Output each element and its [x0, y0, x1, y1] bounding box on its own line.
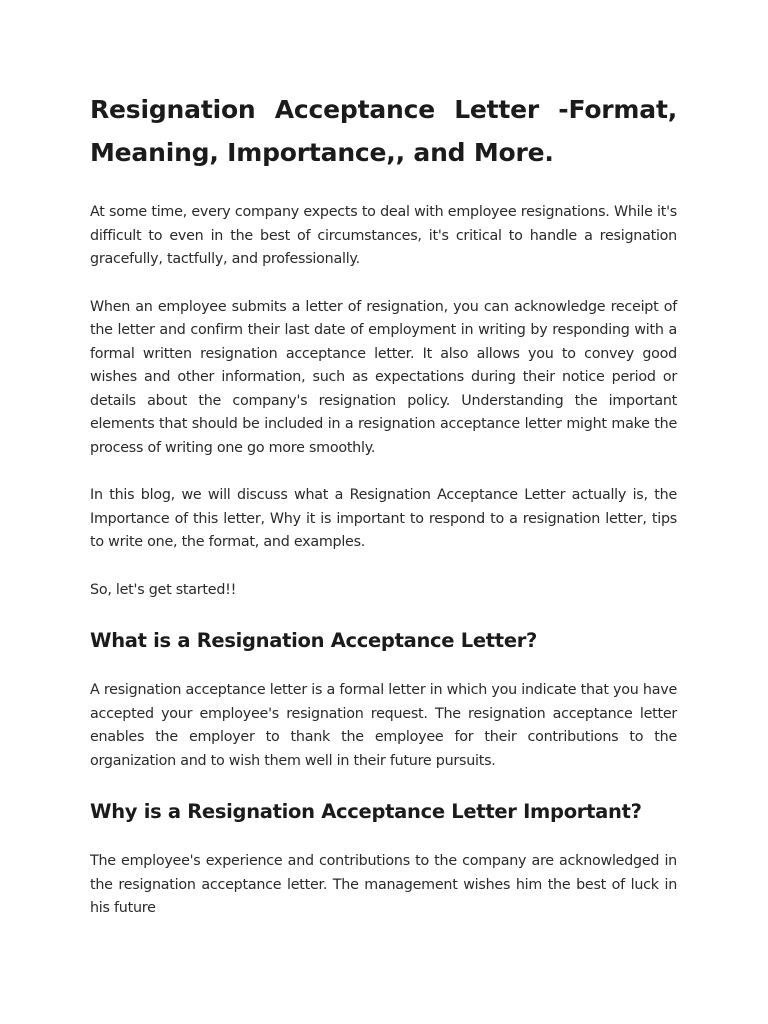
section-paragraph-what-is: A resignation acceptance letter is a formal letter in which you indicate that you have accepted your employee's resignation request. The resignation acceptance letter enables the employer to thank the employee for their contributions to the organization and to wish them well in their future pursuits.: [90, 682, 677, 769]
intro-paragraph-1: At some time, every company expects to deal with employee resignations. While it's difficult to even in the best of circumstances, it's critical to handle a resignation gracefully, tactfully, and professionally.: [90, 204, 677, 267]
document-page: [90, 88, 677, 921]
section-heading-what-is: What is a Resignation Acceptance Letter?: [90, 629, 538, 652]
intro-paragraph-4: So, let's get started!!: [90, 581, 237, 598]
document-title: Resignation Acceptance Letter -Format, Meaning, Importance,, and More.: [90, 95, 677, 167]
section-heading-why-important: Why is a Resignation Acceptance Letter Important?: [90, 800, 642, 823]
intro-paragraph-2: When an employee submits a letter of resignation, you can acknowledge receipt of the letter and confirm their last date of employment in writing by responding with a formal written resignation acceptance letter. It also allows you to convey good wishes and other information, such as expectations during their notice period or details about the company's resignation policy. Understanding the important elements that should be included in a resignation acceptance letter might make the process of writing one go more smoothly.: [90, 298, 677, 456]
intro-paragraph-3: In this blog, we will discuss what a Resignation Acceptance Letter actually is, the Importance of this letter, Why it is important to respond to a resignation letter, tips to write one, the format, and examples.: [90, 487, 677, 550]
section-paragraph-why-important: The employee's experience and contributions to the company are acknowledged in the resignation acceptance letter. The management wishes him the best of luck in his future: [90, 853, 677, 916]
